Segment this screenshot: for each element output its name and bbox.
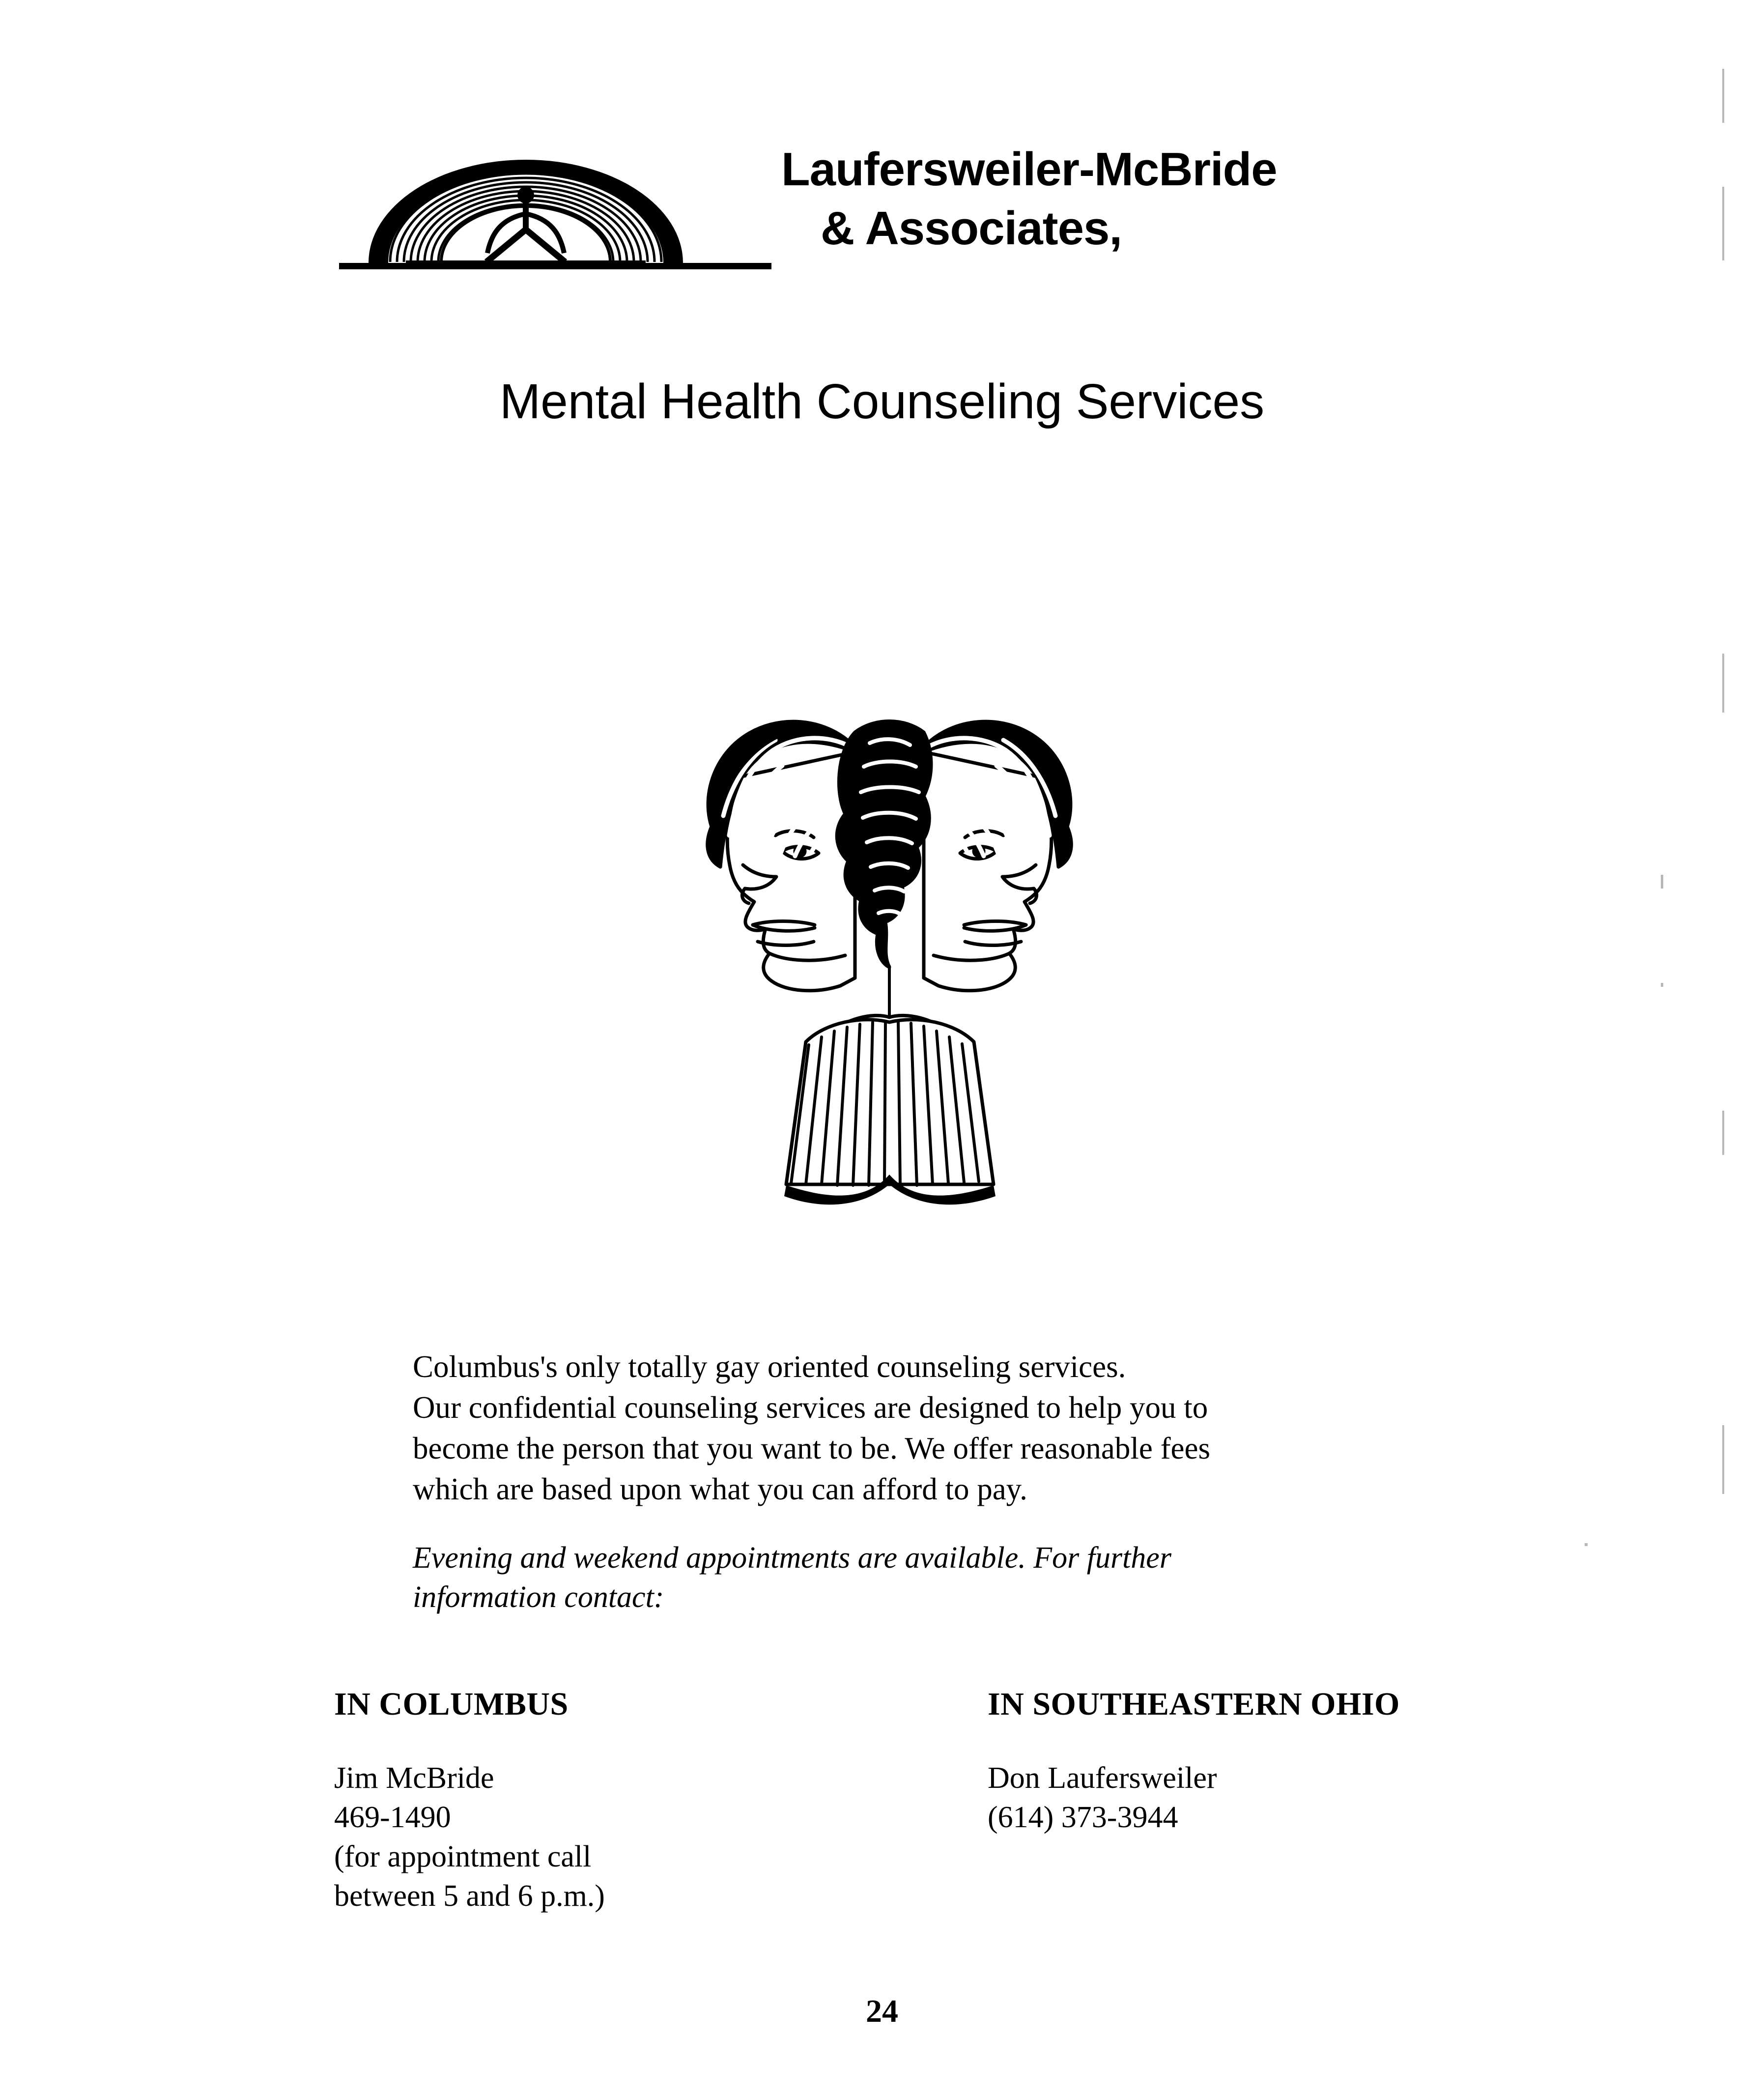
company-name-line1: Laufersweiler-McBride bbox=[781, 143, 1277, 196]
body-copy-line-4: which are based upon what you can afford to pay. bbox=[413, 1472, 1027, 1506]
scan-speckle bbox=[1722, 187, 1724, 260]
contact-column-columbus bbox=[334, 1686, 924, 1916]
contact-note-columbus-line-1: (for appointment call bbox=[334, 1840, 592, 1873]
scan-speckle bbox=[1722, 1425, 1724, 1494]
body-copy bbox=[413, 1347, 1445, 1510]
body-copy-line-3: become the person that you want to be. We offer reasonable fees bbox=[413, 1431, 1210, 1465]
company-name-line2: & Associates, bbox=[821, 202, 1122, 255]
contact-name-southeastern-ohio: Don Laufersweiler bbox=[988, 1761, 1217, 1795]
two-faces-profile-brain-illustration bbox=[531, 521, 1248, 1258]
availability-note-line-1: Evening and weekend appointments are available. For further bbox=[413, 1541, 1171, 1575]
scan-speckle bbox=[1661, 875, 1663, 889]
body-copy-line-2: Our confidential counseling services are designed to help you to bbox=[413, 1390, 1208, 1425]
company-name bbox=[781, 140, 1518, 258]
scan-speckle bbox=[1722, 1111, 1724, 1155]
contact-phone-southeastern-ohio[interactable]: (614) 373-3944 bbox=[988, 1801, 1178, 1834]
page-number: 24 bbox=[866, 1993, 898, 2029]
scan-speckle bbox=[1722, 69, 1724, 123]
contact-details-southeastern-ohio bbox=[988, 1758, 1577, 1837]
scan-speckle bbox=[1661, 983, 1663, 987]
header bbox=[339, 140, 1518, 302]
contacts-section bbox=[334, 1686, 1612, 1931]
contact-note-columbus-line-2: between 5 and 6 p.m.) bbox=[334, 1879, 605, 1913]
scan-speckle bbox=[1585, 1543, 1588, 1546]
scan-speckle bbox=[1722, 654, 1724, 713]
contact-heading-southeastern-ohio: IN SOUTHEASTERN OHIO bbox=[988, 1686, 1400, 1722]
body-copy-line-1: Columbus's only totally gay oriented counseling services. bbox=[413, 1349, 1126, 1384]
contact-name-columbus: Jim McBride bbox=[334, 1761, 494, 1795]
arch-with-figure-logo bbox=[339, 140, 771, 283]
tagline: Mental Health Counseling Services bbox=[499, 374, 1265, 429]
contact-details-columbus bbox=[334, 1758, 924, 1916]
availability-note-line-2: information contact: bbox=[413, 1580, 664, 1614]
contact-column-southeastern-ohio bbox=[988, 1686, 1577, 1837]
contact-phone-columbus[interactable]: 469-1490 bbox=[334, 1801, 451, 1834]
contact-heading-columbus: IN COLUMBUS bbox=[334, 1686, 569, 1722]
availability-note bbox=[413, 1538, 1395, 1617]
